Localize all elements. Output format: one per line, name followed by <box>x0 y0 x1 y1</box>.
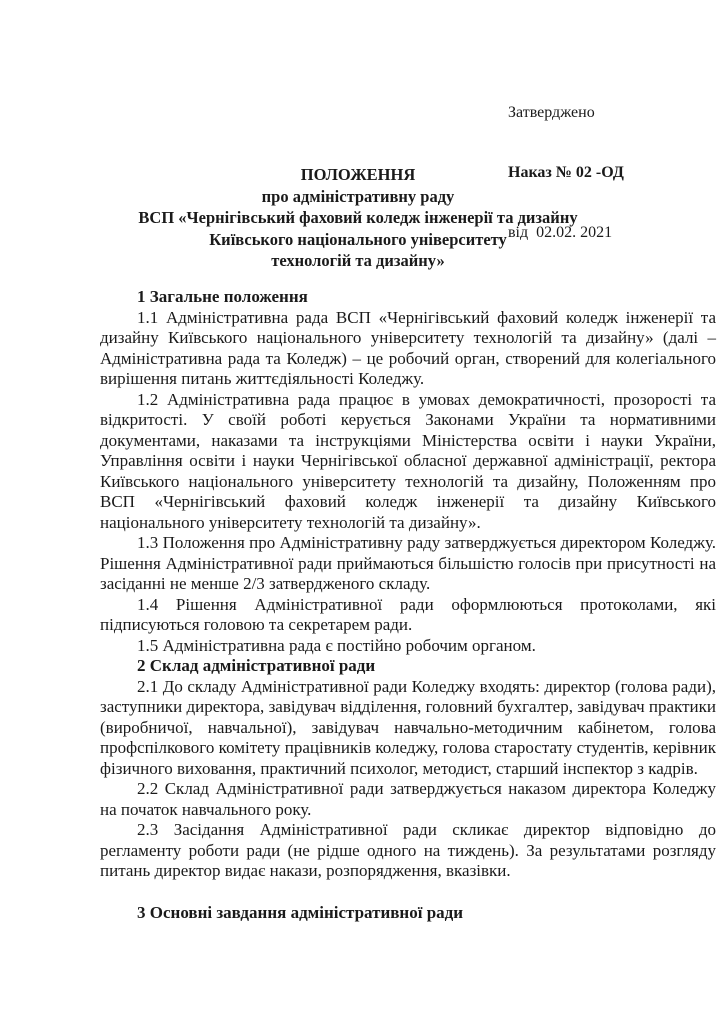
paragraph-1-5: 1.5 Адміністративна рада є постійно робочим органом. <box>137 635 536 655</box>
title-line-4: Київського національного університету <box>209 229 507 249</box>
document-title <box>100 164 616 272</box>
title-line-5: технологій та дизайну» <box>271 251 445 270</box>
section-3-heading: 3 Основні завдання адміністративної ради <box>137 902 464 922</box>
document-body <box>100 287 716 923</box>
paragraph-1-1: 1.1 Адміністративна рада ВСП «Чернігівський фаховий коледж інженерії та дизайну Київського національного університету технологій та дизайну» (далі – Адміністративна рада та Коледж) – це робочий орган, створений для колегіального вирішення питань життєдіяльності Коледжу. <box>100 307 716 388</box>
title-line-2: про адміністративну раду <box>261 186 455 206</box>
paragraph-2-1: 2.1 До складу Адміністративної ради Коледжу входять: директор (голова ради), заступники директора, завідувач відділення, головний бухгалтер, завідувач практики (виробничої, навчальної), завідувач навчально-методичним кабінетом, голова профспілкового комітету працівників коледжу, голова старостату студентів, керівник фізичного виховання, практичний психолог, методист, старший інспектор з кадрів. <box>100 676 716 778</box>
approval-date-text: від 02.02. 2021 <box>508 224 613 241</box>
approval-order-text: Наказ № 02 -ОД <box>508 164 624 181</box>
paragraph-1-2: 1.2 Адміністративна рада працює в умовах демократичності, прозорості та відкритості. У своїй роботі керується Законами України та нормативними документами, наказами та інструкціями Міністерства освіти і науки України, Управління освіти і науки Чернігівської обласної державної адміністрації, ректора Київського національного університету технологій та дизайну, Положенням про ВСП «Чернігівський фаховий коледж інженерії та дизайну Київського національного університету технологій та дизайну». <box>100 389 716 532</box>
paragraph-1-4: 1.4 Рішення Адміністративної ради оформлюються протоколами, які підписуються головою та секретарем ради. <box>100 594 716 634</box>
paragraph-2-3: 2.3 Засідання Адміністративної ради скликає директор відповідно до регламенту роботи ради (не рідше одного на тиждень). За результатами розгляду питань директор видає накази, розпорядження, вказівки. <box>100 820 716 880</box>
section-2-heading: 2 Склад адміністративної ради <box>137 656 376 675</box>
paragraph-1-3: 1.3 Положення про Адміністративну раду затверджується директором Коледжу. Рішення Адміністративної ради приймаються більшістю голосів при присутності на засіданні не менше 2/3 затвердженого складу. <box>100 533 716 593</box>
paragraph-2-2: 2.2 Склад Адміністративної ради затверджується наказом директора Коледжу на початок навчального року. <box>100 779 716 819</box>
title-line-1: ПОЛОЖЕННЯ <box>300 165 416 184</box>
approval-approved-text: Затверджено <box>508 104 595 121</box>
title-line-3: ВСП «Чернігівський фаховий коледж інженерії та дизайну <box>138 208 578 227</box>
section-1-heading: 1 Загальне положення <box>137 287 308 306</box>
